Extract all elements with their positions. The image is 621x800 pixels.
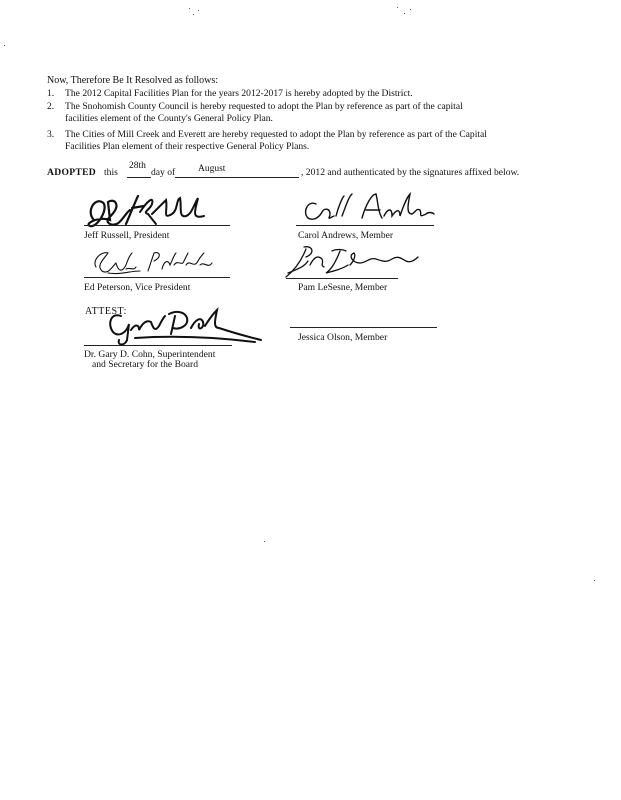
adopted-tail: , 2012 and authenticated by the signatures affixed below. <box>301 167 520 178</box>
item-line: The 2012 Capital Facilities Plan for the years 2012-2017 is hereby adopted by the District. <box>65 88 413 99</box>
scan-speck <box>193 14 194 15</box>
resolution-intro: Now, Therefore Be It Resolved as follows: <box>47 75 219 86</box>
signatory-cohn-title: Dr. Gary D. Cohn, Superintendent <box>84 349 216 360</box>
signatory-andrews: Carol Andrews, Member <box>298 230 394 241</box>
day-value: 28th <box>129 161 146 171</box>
item-text <box>65 129 565 152</box>
signature-lesesne <box>282 243 422 279</box>
signatory-olson: Jessica Olson, Member <box>298 332 388 343</box>
signature-russell <box>80 190 220 235</box>
signatory-peterson: Ed Peterson, Vice President <box>84 282 191 293</box>
item-line: Facilities Plan element of their respective General Policy Plans. <box>65 140 310 152</box>
signatory-lesesne: Pam LeSesne, Member <box>298 282 388 293</box>
scan-speck <box>264 541 265 542</box>
signature-cohn <box>105 306 265 348</box>
month-value: August <box>198 164 226 174</box>
adopted-day-of: day of <box>151 167 176 178</box>
signature-line <box>84 345 232 346</box>
scan-speck <box>404 13 405 14</box>
scan-speck <box>189 8 190 9</box>
signature-peterson <box>90 247 220 279</box>
item-text <box>65 88 565 100</box>
signature-line <box>84 225 230 226</box>
signature-andrews <box>300 190 440 228</box>
scan-speck <box>4 45 5 46</box>
attest-label: ATTEST: <box>85 306 127 317</box>
signature-line <box>286 278 398 279</box>
scan-speck <box>594 580 595 581</box>
adopted-line <box>47 161 520 178</box>
adopted-this: this <box>104 167 118 178</box>
scan-speck <box>410 9 411 10</box>
item-number: 1. <box>47 88 55 99</box>
item-line: The Cities of Mill Creek and Everett are hereby requested to adopt the Plan by reference as part of the Capital <box>65 129 487 140</box>
signature-line <box>84 277 230 278</box>
signature-line <box>290 327 437 328</box>
scan-speck <box>198 10 199 11</box>
signatory-russell: Jeff Russell, President <box>84 230 170 241</box>
item-number: 3. <box>47 129 55 140</box>
signature-line <box>296 225 434 226</box>
month-blank <box>175 177 299 178</box>
item-number: 2. <box>47 101 55 112</box>
item-text <box>65 101 565 124</box>
day-blank <box>127 177 151 178</box>
signatory-cohn-board: and Secretary for the Board <box>92 359 199 370</box>
item-line: The Snohomish County Council is hereby requested to adopt the Plan by reference as part of the capital <box>65 101 463 112</box>
scan-speck <box>397 7 398 8</box>
item-line: facilities element of the County's General Policy Plan. <box>65 112 273 124</box>
adopted-label: ADOPTED <box>47 167 97 178</box>
